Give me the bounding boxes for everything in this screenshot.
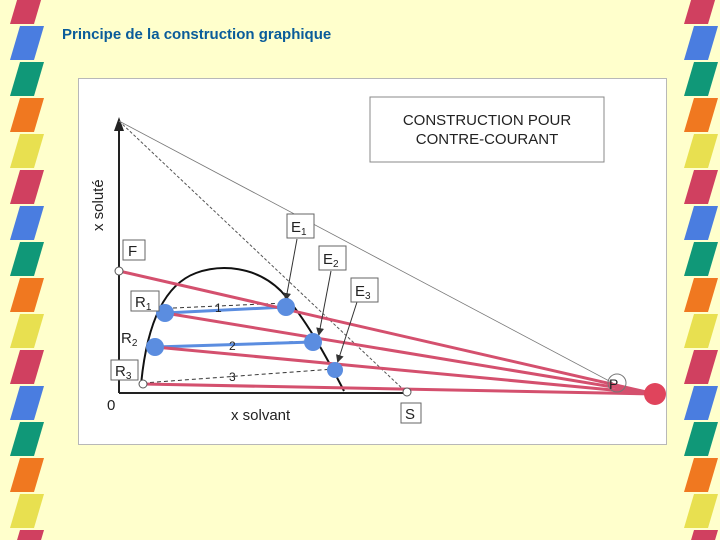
y-axis-label: x soluté [90, 179, 107, 231]
label-E3 [351, 278, 378, 302]
label-P [609, 376, 618, 392]
svg-text:F: F [128, 243, 138, 260]
solubility-curve [141, 268, 344, 391]
border-tile [684, 170, 718, 204]
border-tile [10, 26, 44, 60]
label-S [401, 403, 421, 423]
point-R2 [146, 338, 164, 356]
border-tile [684, 314, 718, 348]
label-E1 [287, 214, 314, 238]
border-tile [10, 206, 44, 240]
border-tile [684, 62, 718, 96]
diagram-panel [78, 78, 667, 445]
border-tile [684, 242, 718, 276]
svg-text:S: S [405, 406, 416, 423]
border-tile [684, 494, 718, 528]
border-tile [10, 242, 44, 276]
border-tile [10, 62, 44, 96]
border-tile [684, 0, 718, 24]
border-tile [684, 278, 718, 312]
label-E2 [319, 246, 346, 270]
point-F [115, 267, 123, 275]
border-tile [10, 98, 44, 132]
border-tile [10, 278, 44, 312]
svg-text:P: P [609, 376, 619, 392]
tie-line-dash-3 [143, 369, 334, 383]
label-R2 [121, 330, 138, 349]
border-tile [684, 386, 718, 420]
svg-text:R3: $R_3$ [115, 363, 132, 382]
point-E2 [304, 333, 322, 351]
tie-line-label-1: 1 [215, 301, 222, 315]
point-S [403, 388, 411, 396]
svg-text:R2: $R_2$ [121, 330, 138, 349]
operating-line-F [119, 271, 655, 394]
border-tile [684, 26, 718, 60]
border-tile [10, 458, 44, 492]
label-R3 [111, 360, 138, 382]
border-tile [10, 530, 44, 540]
construction-box-line2: CONTRE-COURANT [415, 131, 559, 148]
arrow-E2 [319, 271, 331, 334]
slide-title: Principe de la construction graphique [62, 26, 332, 43]
border-tile [684, 530, 718, 540]
border-tile [10, 350, 44, 384]
arrow-E1 [286, 239, 297, 299]
tie-line-label-2: 2 [229, 339, 236, 353]
svg-text:E3: $E_3$ [355, 283, 371, 302]
border-tile [684, 422, 718, 456]
construction-diagram [79, 79, 666, 444]
x-axis-label: x solvant [231, 407, 291, 424]
border-tile [684, 350, 718, 384]
border-tile [10, 170, 44, 204]
arrow-E3 [338, 302, 357, 361]
construction-box-line1: CONSTRUCTION POUR [402, 112, 572, 129]
label-R1 [131, 291, 159, 313]
border-tile [684, 98, 718, 132]
point-R3 [139, 380, 147, 388]
border-tile [684, 458, 718, 492]
border-tile [10, 422, 44, 456]
svg-text:E2: $E_2$ [323, 251, 339, 270]
border-tile [684, 206, 718, 240]
decorative-border-right [674, 0, 720, 540]
border-tile [10, 0, 44, 24]
origin-label: 0 [107, 397, 116, 414]
svg-text:R1: $R_1$ [135, 294, 152, 313]
border-tile [10, 494, 44, 528]
construction-box [370, 97, 604, 162]
border-tile [10, 134, 44, 168]
decorative-border-left [0, 0, 46, 540]
point-P [644, 383, 666, 405]
border-tile [684, 134, 718, 168]
border-tile [10, 314, 44, 348]
border-tile [10, 386, 44, 420]
point-E1 [277, 298, 295, 316]
point-E3 [327, 362, 343, 378]
svg-text:E1: $E_1$ [291, 219, 307, 238]
tie-line-label-3: 3 [229, 370, 236, 384]
label-F [123, 240, 145, 260]
y-axis-arrow-icon [114, 117, 124, 131]
